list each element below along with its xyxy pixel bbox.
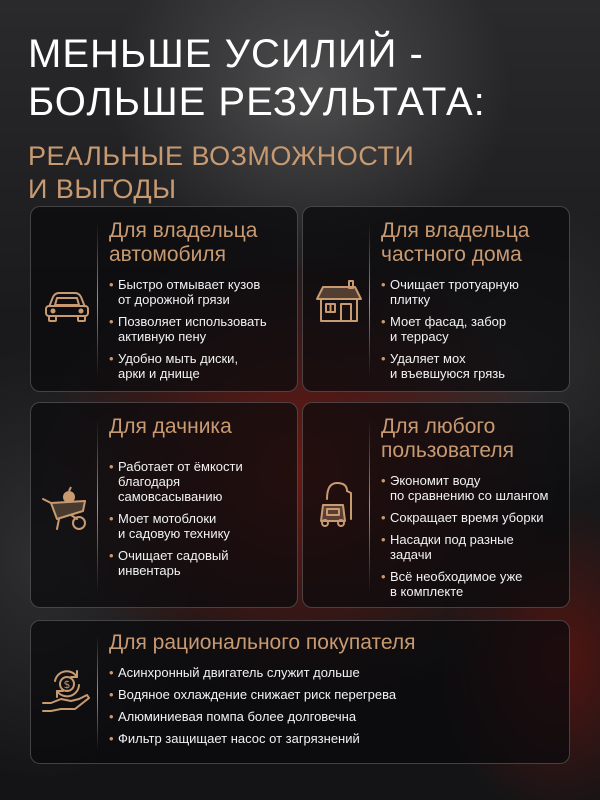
list-item: • Сокращает время уборки (381, 510, 559, 525)
list-item: • Насадки под разные задачи (381, 532, 559, 562)
card-title: Для рационального покупателя (109, 631, 416, 654)
svg-text:$: $ (63, 678, 71, 691)
card-divider (369, 419, 370, 593)
card-title: Для любого пользователя (381, 415, 514, 462)
benefit-list (109, 277, 287, 381)
list-item: • Экономит воду по сравнению со шлангом (381, 473, 559, 503)
card-divider (369, 223, 370, 377)
card-content (381, 415, 559, 606)
wheelbarrow-icon (41, 485, 93, 537)
list-item: • Позволяет использовать активную пену (109, 314, 287, 344)
card-divider (97, 419, 98, 593)
car-icon (41, 277, 93, 329)
list-item: • Удобно мыть диски, арки и днище (109, 351, 287, 381)
pressure-washer-icon (313, 477, 365, 529)
benefit-list (381, 277, 559, 381)
benefit-list (381, 473, 559, 599)
benefit-list (109, 459, 287, 578)
card-content (109, 219, 287, 388)
money-hand-icon (41, 665, 93, 717)
list-item: • Очищает садовый инвентарь (109, 548, 287, 578)
card-title: Для владельца автомобиля (109, 219, 258, 266)
card-any-user (302, 402, 570, 608)
card-car-owner (30, 206, 298, 392)
benefit-list (109, 665, 559, 746)
list-item: • Алюминиевая помпа более долговечна (109, 709, 559, 724)
card-title: Для дачника (109, 415, 232, 438)
card-divider (97, 635, 98, 751)
card-summer-resident (30, 402, 298, 608)
page-subtitle: РЕАЛЬНЫЕ ВОЗМОЖНОСТИ И ВЫГОДЫ (28, 141, 415, 204)
card-house-owner (302, 206, 570, 392)
card-title: Для владельца частного дома (381, 219, 530, 266)
list-item: • Работает от ёмкости благодаря самовсасыванию (109, 459, 287, 504)
list-item: • Моет фасад, забор и террасу (381, 314, 559, 344)
card-content (109, 631, 559, 753)
list-item: • Быстро отмывает кузов от дорожной грязи (109, 277, 287, 307)
card-divider (97, 223, 98, 377)
card-content (109, 415, 287, 585)
house-icon (313, 277, 365, 329)
list-item: • Всё необходимое уже в комплекте (381, 569, 559, 599)
list-item: • Водяное охлаждение снижает риск перегрева (109, 687, 559, 702)
list-item: • Асинхронный двигатель служит дольше (109, 665, 559, 680)
card-content (381, 219, 559, 388)
card-rational-buyer (30, 620, 570, 764)
list-item: • Очищает тротуарную плитку (381, 277, 559, 307)
page-title: МЕНЬШЕ УСИЛИЙ - БОЛЬШЕ РЕЗУЛЬТАТА: (28, 32, 486, 124)
list-item: • Моет мотоблоки и садовую технику (109, 511, 287, 541)
hero (28, 30, 588, 206)
list-item: • Удаляет мох и въевшуюся грязь (381, 351, 559, 381)
list-item: • Фильтр защищает насос от загрязнений (109, 731, 559, 746)
